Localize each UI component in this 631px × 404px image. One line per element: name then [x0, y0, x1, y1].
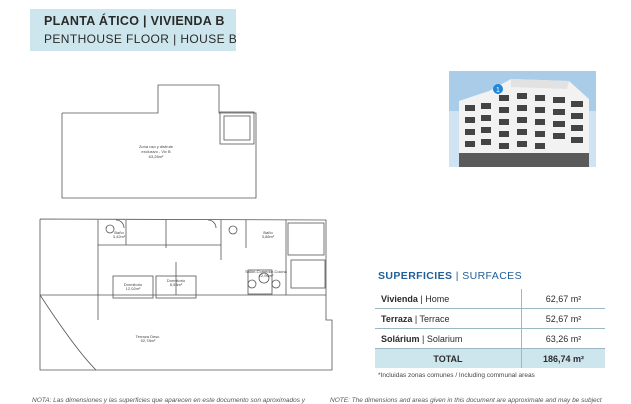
surfaces-table	[375, 289, 605, 368]
solarium-skylight	[220, 112, 254, 144]
surfaces-heading	[378, 270, 522, 282]
solarium-label-2: exclusivo - Viv B	[141, 149, 171, 154]
footnote-english: NOTE: The dimensions and areas given in this document are approximate and may be subject	[330, 397, 602, 404]
surfaces-title-en: SURFACES	[462, 270, 522, 282]
table-row	[375, 329, 605, 349]
row-label: Solárium | Solarium	[375, 329, 521, 349]
room-name: Terraza Desc.	[135, 334, 161, 339]
communal-note: *Incluidas zonas comunes / Including communal areas	[378, 372, 535, 379]
building-render	[449, 71, 596, 167]
table-row	[375, 289, 605, 309]
title-english: PENTHOUSE FLOOR | HOUSE B	[44, 32, 238, 46]
row-label: Terraza | Terrace	[375, 309, 521, 329]
row-value: 62,67 m²	[521, 289, 605, 309]
surfaces-title-es: SUPERFICIES	[378, 270, 453, 282]
room-area: 52,78m²	[140, 338, 156, 343]
solarium-label-3: 63,26m²	[148, 154, 164, 159]
room-name: Salón-Comedor-Cocina	[245, 269, 287, 274]
kitchen-block	[288, 223, 324, 255]
room-area: 8,53m²	[169, 282, 183, 287]
floor-plan	[36, 80, 336, 380]
title-box	[30, 9, 236, 51]
room-area: 3,86m²	[261, 234, 275, 239]
room-name: Dormitorio	[166, 278, 186, 283]
room-area: 3,42m²	[112, 234, 126, 239]
svg-text:1: 1	[496, 87, 500, 94]
room-name: Baño	[114, 230, 124, 235]
room-area: 22,96m²	[258, 273, 274, 278]
row-value: 63,26 m²	[521, 329, 605, 349]
row-label: Vivienda | Home	[375, 289, 521, 309]
total-value: 186,74 m²	[521, 349, 605, 369]
room-name: Baño	[263, 230, 273, 235]
total-row	[375, 349, 605, 369]
footnote-spanish: NOTA: Las dimensiones y las superficies que aparecen en este documento son aproximados y	[32, 397, 306, 404]
solarium-outline	[62, 85, 256, 198]
total-label: TOTAL	[375, 349, 521, 369]
surfaces-title-sep: |	[452, 270, 463, 282]
row-value: 52,67 m²	[521, 309, 605, 329]
room-area: 12,02m²	[125, 286, 141, 291]
room-name: Dormitorio	[123, 282, 143, 287]
title-spanish: PLANTA ÁTICO | VIVIENDA B	[44, 14, 225, 28]
table-row	[375, 309, 605, 329]
solarium-label-1: Zona uso y disfrute	[138, 144, 174, 149]
